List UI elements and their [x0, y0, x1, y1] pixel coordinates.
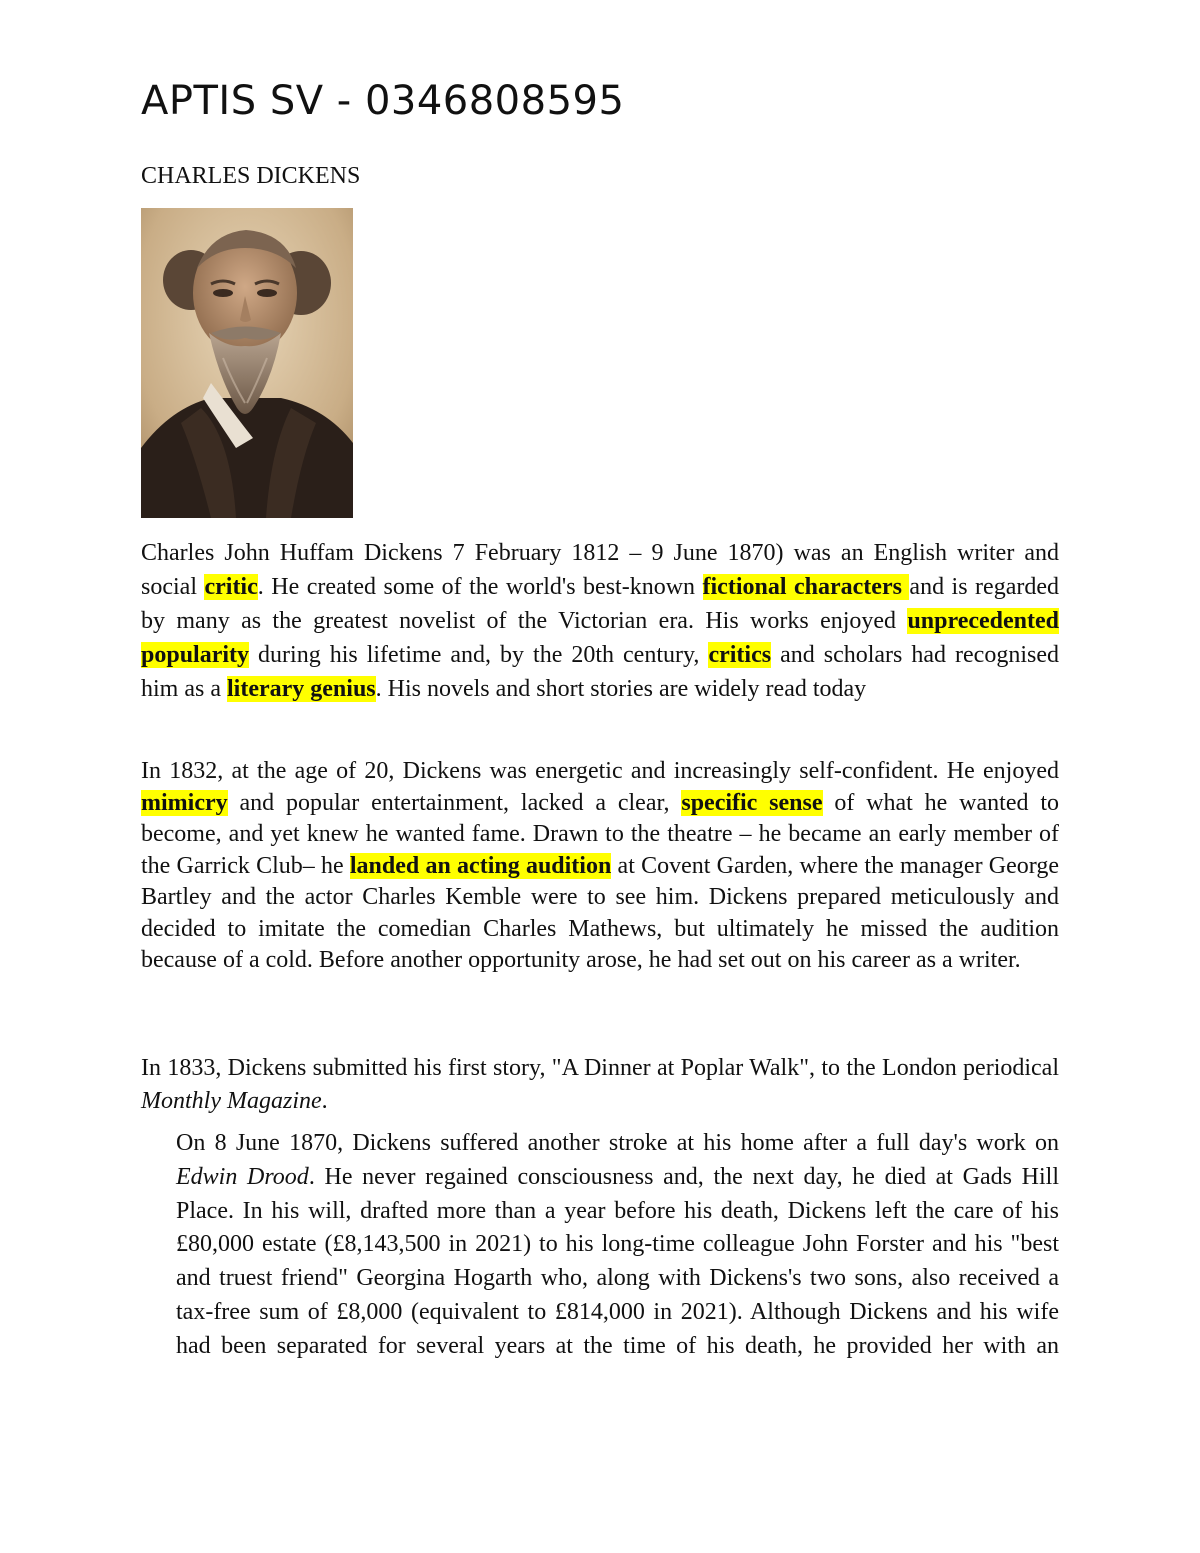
highlighted-term: specific sense — [681, 789, 823, 816]
paragraph-first-story — [141, 1052, 1059, 1118]
text-run: at Covent Garden, where the manager George Bartley and the actor Charles Kemble were to see him. Dickens prepared meticulously and decided to imitate the comedian Charles Mathews, but ultimately he missed the audition because of a cold. Before another opportunity arose, he had set out on his career as a writer. — [141, 852, 1060, 973]
text-run: . He never regained consciousness and, the next day, he died at Gads Hill Place. In his will, drafted more than a year before his death, Dickens left the care of his £80,000 estate (£8,143,500 in 2021) to his long-time colleague John Forster and his "best and truest friend" Georgina Hogarth who, along with Dickens's two sons, also received a tax-free sum of £8,000 (equivalent to £814,000 in 2021). Although Dickens and his wife had been separated for several years at the time of his death, he provided her with an — [176, 1163, 1059, 1359]
text-run: On 8 June 1870, Dickens suffered another stroke at his home after a full day's work on — [176, 1130, 1059, 1156]
paragraph-death-and-will — [176, 1127, 1059, 1364]
text-run: and is regarded by many as the greatest novelist of the Victorian era. His works enjoyed — [141, 574, 1059, 634]
paragraph-early-career — [141, 756, 1059, 977]
text-run: In 1833, Dickens submitted his first story, "A Dinner at Poplar Walk", to the London periodical — [141, 1055, 1059, 1081]
text-run: during his lifetime and, by the 20th century, — [249, 642, 709, 668]
portrait-image-icon — [141, 208, 353, 518]
italic-title: Monthly Magazine — [141, 1088, 322, 1114]
text-run: . His novels and short stories are widely read today — [375, 676, 867, 702]
document-header-title: APTIS SV - 0346808595 — [141, 78, 625, 124]
paragraph-biography-intro — [141, 536, 1059, 706]
portrait-photo — [141, 208, 353, 518]
text-run: In 1832, at the age of 20, Dickens was energetic and increasingly self-confident. He enjoyed — [141, 758, 1059, 784]
highlighted-term: mimicry — [141, 789, 228, 816]
text-run: . — [321, 1088, 328, 1114]
highlighted-term: fictional characters — [702, 574, 910, 600]
highlighted-term: landed an acting audition — [349, 852, 612, 879]
highlighted-term: literary genius — [226, 676, 376, 702]
text-run: and scholars had recognised him as a — [141, 642, 1059, 702]
highlighted-term: unprecedented popularity — [141, 608, 1059, 668]
italic-title: Edwin Drood — [176, 1163, 309, 1190]
text-run: and popular entertainment, lacked a clear, — [227, 789, 682, 816]
text-run: . He created some of the world's best-known — [257, 574, 703, 600]
text-run: Charles John Huffam Dickens 7 February 1812 – 9 June 1870) was an English writer and social — [141, 540, 1059, 600]
section-title: CHARLES DICKENS — [141, 163, 361, 189]
highlighted-term: critics — [708, 642, 772, 668]
text-run: of what he wanted to become, and yet knew he wanted fame. Drawn to the theatre – he became an early member of the Garrick Club– he — [141, 789, 1059, 879]
highlighted-term: critic — [204, 574, 258, 600]
